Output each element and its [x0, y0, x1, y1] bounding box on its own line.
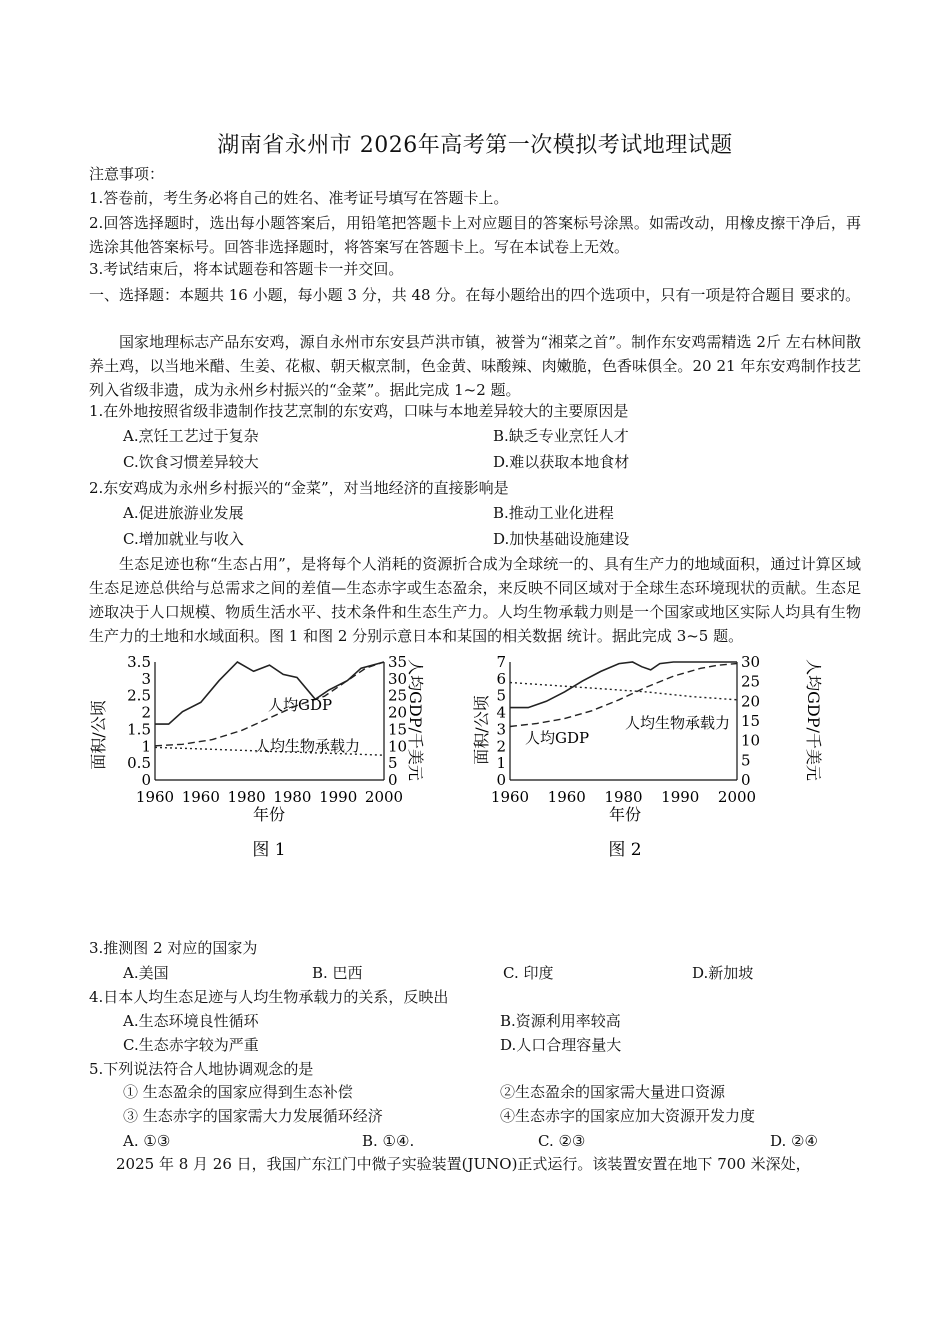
question-4-stem: 4.日本人均生态足迹与人均生物承载力的关系，反映出 [89, 988, 449, 1006]
figure-2-chart [472, 653, 823, 865]
passage-2: 生态足迹也称“生态占用”，是将每个人消耗的资源折合成为全球统一的、具有生产力的地域面积，通过计算区域生态足迹总供给与总需求之间的差值—生态赤字或生态盈余，来反映不同区域对于全球生态环境现状的贡献。生态足迹取决于人口规模、物质生活水平、技术条件和生态生产力。人均生物承载力则是一个国家或地区实际人均具有生物生产力的土地和水域面积。图 1 和图 2 分别示意日本和某国的相关数据 统计。据此完成 3~5 题。 [89, 555, 861, 645]
y-left-tick-label: 3 [496, 720, 506, 739]
y-left-tick-label: 0 [141, 771, 151, 789]
x-tick-label: 2000 [717, 788, 757, 806]
page-title: 湖南省永州市 2026年高考第一次模拟考试地理试题 [217, 133, 733, 158]
figure-1-chart [89, 653, 425, 865]
y-left-tick-label: 2.5 [127, 686, 151, 705]
section-heading: 一、选择题：本题共 16 小题，每小题 3 分，共 48 分。在每小题给出的四个选项中，只有一项是符合题目 要求的。 [89, 286, 861, 304]
y-right-tick-label: 15 [741, 712, 761, 730]
q2-option-d[interactable]: D.加快基础设施建设 [493, 530, 630, 548]
fig2-xlabel: 年份 [608, 805, 642, 824]
fig2-caption: 图 2 [608, 840, 642, 860]
y-left-tick-label: 0 [496, 771, 506, 789]
y-right-tick-label: 10 [388, 737, 408, 756]
y-right-tick-label: 20 [741, 692, 761, 711]
y-left-tick-label: 7 [496, 653, 506, 671]
x-tick-label: 1980 [227, 788, 266, 806]
fig1-ylabel-left: 面积/公顷 [89, 700, 108, 770]
notice-heading: 注意事项： [89, 165, 165, 183]
series-line-0 [155, 662, 384, 724]
q5-statement-4: ④生态赤字的国家应加大资源开发力度 [500, 1107, 756, 1125]
passage-3: 2025 年 8 月 26 日，我国广东江门中微子实验装置(JUNO)正式运行。该装置安置在地下 700 米深处， [116, 1155, 811, 1173]
fig2-ylabel-left: 面积/公顷 [472, 695, 491, 765]
y-right-tick-label: 5 [388, 754, 398, 773]
fig1-caption: 图 1 [252, 840, 286, 860]
q1-option-c[interactable]: C.饮食习惯差异较大 [123, 453, 259, 471]
fig1-xlabel: 年份 [252, 805, 286, 824]
y-right-tick-label: 25 [388, 686, 408, 705]
y-left-tick-label: 5 [496, 686, 506, 705]
fig1-label-biocap: 人均生物承载力 [255, 737, 361, 755]
y-left-tick-label: 4 [496, 703, 506, 722]
q5-option-a[interactable]: A. ①③ [123, 1132, 171, 1150]
x-tick-label: 1960 [547, 788, 586, 806]
notice-item-3: 3.考试结束后，将本试题卷和答题卡一并交回。 [89, 260, 404, 278]
fig1-left-ticks [127, 653, 151, 789]
q4-option-b[interactable]: B.资源利用率较高 [500, 1012, 621, 1030]
series-line-2 [510, 683, 737, 700]
y-right-tick-label: 15 [388, 720, 408, 739]
y-left-tick-label: 3 [141, 669, 151, 688]
notice-item-1: 1.答卷前，考生务必将自己的姓名、准考证号填写在答题卡上。 [89, 189, 509, 207]
fig1-right-ticks [388, 653, 407, 789]
q5-option-d[interactable]: D. ②④ [770, 1132, 818, 1150]
y-right-tick-label: 0 [388, 771, 398, 789]
fig1-axes [155, 662, 384, 780]
x-tick-label: 1960 [181, 788, 220, 806]
x-tick-label: 1980 [604, 788, 643, 806]
fig1-label-gdp: 人均GDP [268, 696, 333, 714]
y-left-tick-label: 6 [496, 669, 506, 688]
question-3-stem: 3.推测图 2 对应的国家为 [89, 939, 258, 957]
question-1-stem: 1.在外地按照省级非遗制作技艺烹制的东安鸡，口味与本地差异较大的主要原因是 [89, 402, 629, 420]
passage-1: 国家地理标志产品东安鸡，源自永州市东安县芦洪市镇，被誉为“湘菜之首”。制作东安鸡需精选 2斤 左右林间散养土鸡，以当地米醋、生姜、花椒、朝天椒烹制，色金黄、味酸辣、肉嫩脆，色香味俱全。20 21 年东安鸡制作技艺列入省级非遗，成为永州乡村振兴的“金菜”。据此完成 1~2 题。 [89, 333, 861, 399]
fig2-right-ticks [741, 653, 760, 789]
q3-option-d[interactable]: D.新加坡 [692, 964, 754, 982]
y-left-tick-label: 2 [141, 703, 151, 722]
y-left-tick-label: 3.5 [127, 653, 151, 671]
q1-option-d[interactable]: D.难以获取本地食材 [493, 453, 630, 471]
y-right-tick-label: 10 [741, 731, 761, 750]
y-right-tick-label: 35 [388, 653, 408, 671]
q1-option-a[interactable]: A.烹饪工艺过于复杂 [123, 427, 259, 445]
fig2-label-gdp: 人均GDP [525, 729, 590, 747]
y-left-tick-label: 1.5 [127, 720, 151, 739]
q4-option-c[interactable]: C.生态赤字较为严重 [123, 1036, 259, 1054]
y-left-tick-label: 1 [141, 737, 151, 756]
q3-option-a[interactable]: A.美国 [123, 964, 169, 982]
x-tick-label: 1960 [490, 788, 530, 806]
q1-option-b[interactable]: B.缺乏专业烹饪人才 [493, 427, 629, 445]
notice-item-2: 2.回答选择题时，选出每小题答案后，用铅笔把答题卡上对应题目的答案标号涂黑。如需改动，用橡皮擦干净后，再选涂其他答案标号。回答非选择题时，将答案写在答题卡上。写在本试卷上无效。 [89, 214, 861, 256]
fig1-x-ticks [136, 788, 403, 806]
x-tick-label: 1960 [135, 788, 175, 806]
q5-statement-2: ②生态盈余的国家需大量进口资源 [500, 1083, 726, 1101]
x-tick-label: 1990 [319, 788, 358, 806]
q3-option-b[interactable]: B. 巴西 [312, 964, 363, 982]
y-right-tick-label: 0 [741, 771, 751, 789]
q2-option-c[interactable]: C.增加就业与收入 [123, 530, 244, 548]
q5-option-c[interactable]: C. ②③ [538, 1132, 586, 1150]
y-left-tick-label: 2 [496, 737, 506, 756]
q5-statement-3: ③ 生态赤字的国家需大力发展循环经济 [123, 1107, 383, 1125]
y-right-tick-label: 30 [388, 669, 408, 688]
q5-option-b[interactable]: B. ①④. [362, 1132, 415, 1150]
y-right-tick-label: 5 [741, 751, 751, 770]
x-tick-label: 1990 [661, 788, 700, 806]
fig2-label-biocap: 人均生物承载力 [625, 714, 731, 732]
fig2-ylabel-right: 人均GDP/千美元 [804, 659, 823, 781]
y-right-tick-label: 20 [388, 703, 408, 722]
y-right-tick-label: 30 [741, 653, 761, 671]
fig1-ylabel-right: 人均GDP/千美元 [406, 659, 425, 781]
fig2-x-ticks [491, 788, 756, 806]
question-5-stem: 5.下列说法符合人地协调观念的是 [89, 1060, 314, 1078]
q2-option-a[interactable]: A.促进旅游业发展 [123, 504, 244, 522]
question-2-stem: 2.东安鸡成为永州乡村振兴的“金菜”，对当地经济的直接影响是 [89, 479, 509, 497]
q2-option-b[interactable]: B.推动工业化进程 [493, 504, 614, 522]
q3-option-c[interactable]: C. 印度 [503, 964, 554, 982]
q4-option-d[interactable]: D.人口合理容量大 [500, 1036, 622, 1054]
x-tick-label: 1980 [273, 788, 312, 806]
y-right-tick-label: 25 [741, 672, 761, 691]
q4-option-a[interactable]: A.生态环境良性循环 [123, 1012, 259, 1030]
series-line-0 [510, 662, 737, 708]
x-tick-label: 2000 [364, 788, 404, 806]
y-left-tick-label: 0.5 [127, 754, 151, 773]
q5-statement-1: ① 生态盈余的国家应得到生态补偿 [123, 1083, 353, 1101]
fig2-left-ticks [496, 653, 506, 789]
y-left-tick-label: 1 [496, 754, 506, 773]
